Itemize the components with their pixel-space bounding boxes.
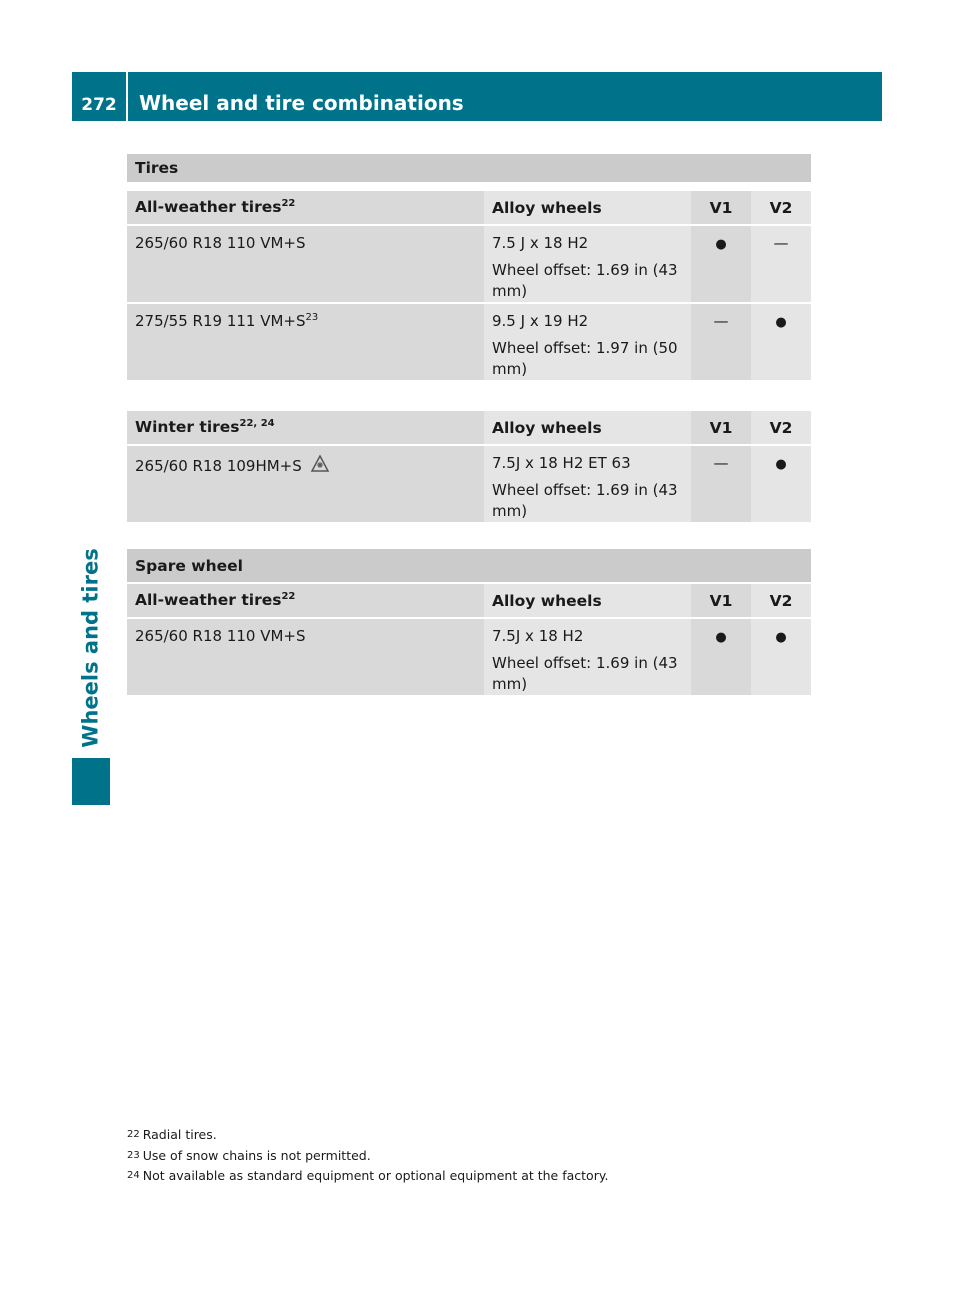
- page-number: 272: [72, 72, 126, 121]
- v2-cell: ●: [751, 444, 811, 522]
- tire-size-cell: 265/60 R18 109HM+S: [127, 444, 484, 522]
- column-header-tire: Winter tires$^{22, 24}$: [127, 409, 484, 444]
- wheel-cell: 7.5J x 18 H2 ET 63 Wheel offset: 1.69 in (43 mm): [484, 444, 691, 522]
- column-header-tire: All-weather tires$^{22}$: [127, 582, 484, 617]
- side-tab-marker: [72, 758, 110, 805]
- table-row: [127, 224, 811, 302]
- spare-wheel-section-title: Spare wheel: [127, 549, 811, 582]
- section-side-tab: [72, 540, 110, 756]
- column-header-v1: V1: [691, 189, 751, 224]
- side-tab-label: Wheels and tires: [79, 548, 104, 748]
- tire-size-cell: 275/55 R19 111 $VM+S^{23}$: [127, 302, 484, 380]
- all-weather-tires-table: [127, 189, 811, 380]
- tire-size-cell: 265/60 R18 110 VM+S: [127, 617, 484, 695]
- wheel-cell: 9.5 J x 19 H2 Wheel offset: 1.97 in (50 mm): [484, 302, 691, 380]
- v2-cell: —: [751, 224, 811, 302]
- spare-wheel-table: [127, 582, 811, 695]
- table-row: [127, 617, 811, 695]
- column-header-v2: V2: [751, 189, 811, 224]
- footnote: $^{23}$ Use of snow chains is not permitted.: [127, 1147, 371, 1163]
- column-header-v1: V1: [691, 409, 751, 444]
- v1-cell: —: [691, 444, 751, 522]
- column-header-tire: All-weather tires$^{22}$: [127, 189, 484, 224]
- column-header-wheels: Alloy wheels: [484, 409, 691, 444]
- wheel-cell: 7.5 J x 18 H2 Wheel offset: 1.69 in (43 mm): [484, 224, 691, 302]
- winter-tires-table: [127, 409, 811, 522]
- table-header-row: [127, 189, 811, 224]
- column-header-v1: V1: [691, 582, 751, 617]
- table-header-row: [127, 582, 811, 617]
- snowflake-mountain-icon: [310, 454, 330, 478]
- table-row: [127, 444, 811, 522]
- column-header-wheels: Alloy wheels: [484, 582, 691, 617]
- v2-cell: ●: [751, 617, 811, 695]
- v1-cell: —: [691, 302, 751, 380]
- tires-section-title: Tires: [127, 154, 811, 182]
- footnote: $^{22}$ Radial tires.: [127, 1127, 217, 1142]
- v1-cell: ●: [691, 224, 751, 302]
- v1-cell: ●: [691, 617, 751, 695]
- table-header-row: [127, 409, 811, 444]
- footnote: $^{24}$ Not available as standard equipment or optional equipment at the factory.: [127, 1168, 609, 1183]
- page-title: Wheel and tire combinations: [128, 72, 882, 121]
- v2-cell: ●: [751, 302, 811, 380]
- table-row: [127, 302, 811, 380]
- footnotes: [127, 1125, 608, 1187]
- wheel-cell: 7.5J x 18 H2 Wheel offset: 1.69 in (43 mm): [484, 617, 691, 695]
- tire-size-cell: 265/60 R18 110 VM+S: [127, 224, 484, 302]
- column-header-v2: V2: [751, 582, 811, 617]
- column-header-v2: V2: [751, 409, 811, 444]
- column-header-wheels: Alloy wheels: [484, 189, 691, 224]
